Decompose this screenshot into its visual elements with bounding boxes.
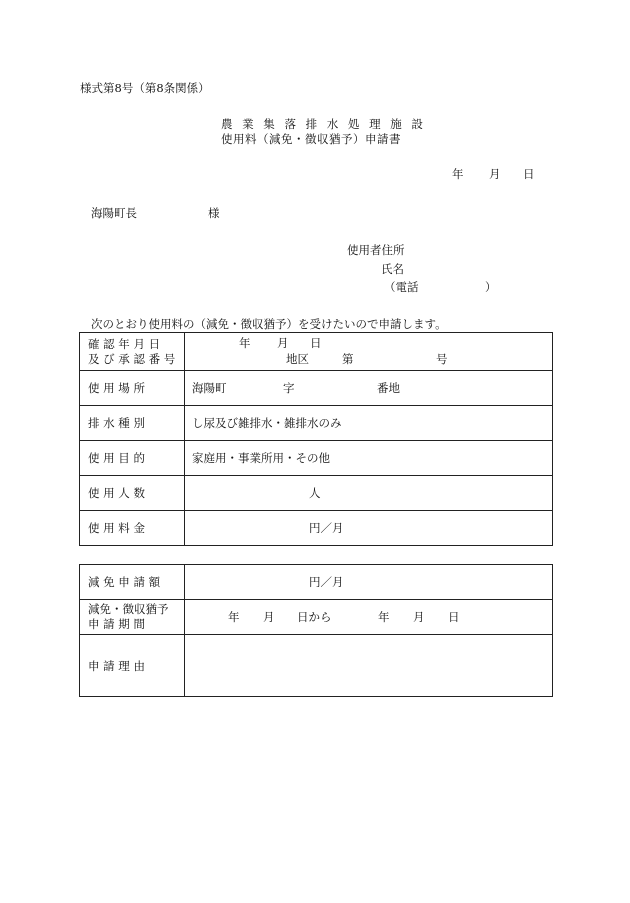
row-amount — [80, 565, 553, 600]
row-drain — [80, 406, 553, 441]
purpose-label: 使 用 目 的 — [88, 451, 145, 465]
confirm-district: 地区 — [286, 352, 309, 366]
amount-value-cell[interactable] — [185, 565, 553, 600]
addressee-honorific: 様 — [208, 206, 220, 220]
reason-label-cell — [80, 635, 185, 697]
amount-unit: 円／月 — [309, 575, 344, 589]
people-unit: 人 — [309, 486, 321, 500]
confirm-dai: 第 — [342, 352, 354, 366]
location-aza: 字 — [283, 381, 295, 395]
location-label: 使 用 場 所 — [88, 381, 145, 395]
row-reason — [80, 635, 553, 697]
date-year: 年 — [452, 167, 464, 181]
confirm-month: 月 — [277, 336, 289, 350]
application-table — [79, 332, 553, 546]
period-to-month: 月 — [413, 610, 425, 624]
period-label-line1: 減免・徴収猶予 — [88, 602, 169, 616]
people-label: 使 用 人 数 — [88, 486, 145, 500]
location-banchi: 番地 — [377, 381, 400, 395]
reason-value-cell[interactable] — [185, 635, 553, 697]
row-confirm — [80, 333, 553, 371]
period-label-cell — [80, 600, 185, 635]
purpose-value: 家庭用・事業所用・その他 — [192, 451, 330, 465]
location-label-cell — [80, 371, 185, 406]
purpose-label-cell — [80, 441, 185, 476]
fee-label: 使 用 料 金 — [88, 521, 145, 535]
applicant-phone-close: ） — [485, 280, 497, 294]
period-from-year: 年 — [228, 610, 240, 624]
fee-label-cell — [80, 511, 185, 546]
period-value-cell[interactable] — [185, 600, 553, 635]
row-purpose — [80, 441, 553, 476]
period-to-year: 年 — [378, 610, 390, 624]
amount-label-cell — [80, 565, 185, 600]
row-fee — [80, 511, 553, 546]
confirm-year: 年 — [239, 336, 251, 350]
date-month: 月 — [489, 167, 501, 181]
fee-value-cell[interactable] — [185, 511, 553, 546]
confirm-label-line1: 確 認 年 月 日 — [88, 336, 161, 351]
confirm-value-cell[interactable] — [185, 333, 553, 371]
period-to-day: 日 — [448, 610, 460, 624]
applicant-name-label: 氏名 — [381, 262, 404, 276]
drain-label-cell — [80, 406, 185, 441]
row-people — [80, 476, 553, 511]
row-location — [80, 371, 553, 406]
drain-value-cell[interactable] — [185, 406, 553, 441]
drain-value: し尿及び雑排水・雑排水のみ — [192, 416, 342, 430]
row-period — [80, 600, 553, 635]
applicant-phone-open: （電話 — [384, 280, 419, 294]
people-label-cell — [80, 476, 185, 511]
applicant-address-label: 使用者住所 — [347, 243, 405, 257]
confirm-label-line2: 及 び 承 認 番 号 — [88, 351, 176, 366]
reason-label: 申 請 理 由 — [88, 658, 145, 673]
drain-label: 排 水 種 別 — [88, 416, 145, 430]
confirm-label-cell — [80, 333, 185, 371]
reduction-table — [79, 564, 553, 697]
period-label-line2: 申 請 期 間 — [88, 617, 145, 631]
amount-label: 減 免 申 請 額 — [88, 575, 161, 589]
period-from-month: 月 — [263, 610, 275, 624]
addressee-name: 海陽町長 — [91, 206, 137, 220]
confirm-go: 号 — [436, 352, 448, 366]
purpose-value-cell[interactable] — [185, 441, 553, 476]
page-title-line1: 農 業 集 落 排 水 処 理 施 設 — [221, 117, 426, 131]
intro-text: 次のとおり使用料の（減免・徴収猶予）を受けたいので申請します。 — [91, 317, 447, 331]
period-from-day: 日から — [297, 610, 332, 624]
fee-unit: 円／月 — [309, 521, 344, 535]
confirm-day: 日 — [310, 336, 322, 350]
location-value-cell[interactable] — [185, 371, 553, 406]
form-number: 様式第8号（第8条関係） — [80, 81, 210, 95]
date-day: 日 — [523, 167, 535, 181]
people-value-cell[interactable] — [185, 476, 553, 511]
page-title-line2: 使用料（減免・徴収猶予）申請書 — [221, 132, 401, 146]
location-town: 海陽町 — [192, 381, 227, 395]
